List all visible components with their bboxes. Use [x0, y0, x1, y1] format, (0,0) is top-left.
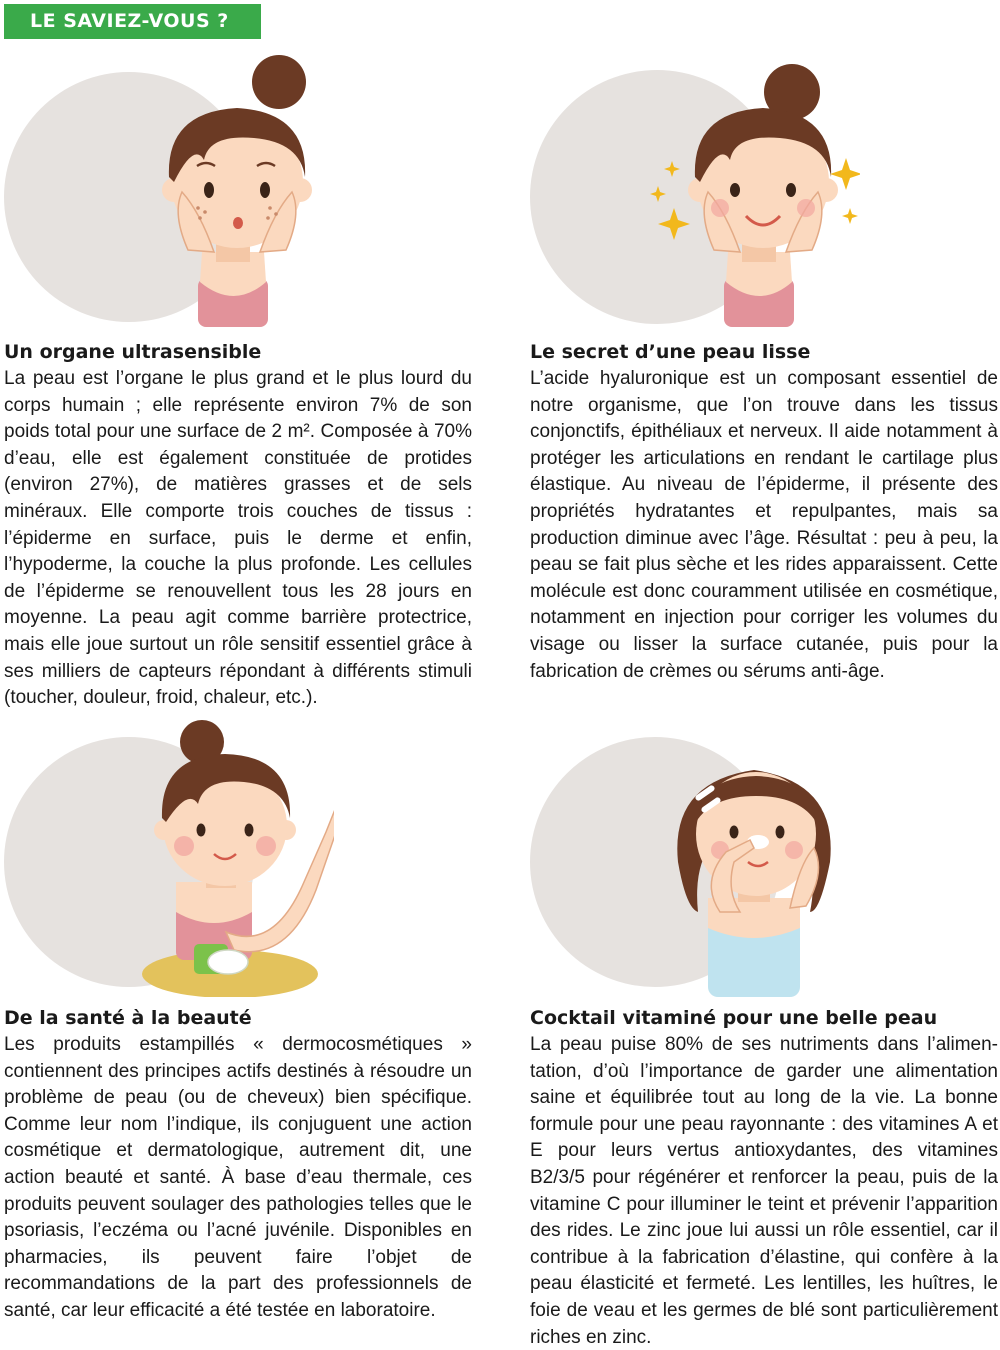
card-title: Un organe ultrasensible: [4, 341, 262, 363]
card-title: Cocktail vitaminé pour une belle peau: [530, 1007, 938, 1029]
card-smooth-skin-secret: [530, 42, 998, 692]
card-ultrasensitive-organ: [4, 42, 472, 709]
card-title: De la santé à la beauté: [4, 1007, 252, 1029]
section-badge: LE SAVIEZ-VOUS ?: [4, 4, 261, 39]
glowing-face-illustration: [530, 42, 860, 327]
card-body: Les produits estampillés « dermocosmétiques » contiennent des principes actifs destinés à résoudre un problème de peau (ou de cheveux) bien spécifique. Comme leur nom l’indique, ils conjuguent une action cosmétique et dermatologique, autrement dit, une action beauté et santé. À base d’eau thermale, ces produits peuvent soulager des pathologies telles que le psoriasis, l’eczéma ou l’acné juvénile. Disponibles en pharmacies, ils peuvent faire l’objet de recommandations de la part des professionnels de santé, car leur efficacité a été testée en laboratoire.: [4, 1034, 472, 1321]
worried-face-illustration: [4, 42, 334, 327]
card-body: La peau est l’organe le plus grand et le plus lourd du corps humain ; elle représente environ 7% de son poids total pour une surface de 2 m². Composée à 70% d’eau, elle est également constituée de protides (environ 27%), de matières grasses et de sels minéraux. Elle comporte trois couches de tissus : l’épiderme en surface, puis le derme et enfin, l’hypoderme, la couche la plus profonde. Les cellules de l’épiderme se renouvellent tous les 28 jours en moyenne. La peau agit comme barrière protectrice, mais elle joue surtout un rôle sensitif essentiel grâce à ses milliers de capteurs répondant à différents stimuli (toucher, douleur, froid, chaleur, etc.).: [4, 368, 472, 709]
card-title: Le secret d’une peau lisse: [530, 341, 811, 363]
card-body: La peau puise 80% de ses nutriments dans l’alimentation, d’où l’importance de garder une alimentation saine et équilibrée tout au long de la vie. La bonne formule pour une peau rayonnante : des vitamines A et E pour leurs vertus antioxydantes, des vitamines B2/3/5 pour régénérer et renforcer la peau, puis de la vitamine C pour illuminer le teint et prévenir l’apparition des rides. Le zinc joue lui aussi un rôle essentiel, car il contribue à la fabrication d’élastine, qui confère à la peau élasticité et fermeté. Les lentilles, les huîtres, le foie de veau et les germes de blé sont particulièrement riches en zinc.: [530, 1034, 998, 1348]
applying-cream-illustration: [4, 712, 334, 997]
card-health-to-beauty: [4, 712, 472, 1350]
card-body: L’acide hyaluronique est un composant essentiel de notre organisme, que l’on trouve dans les tissus conjonctifs, épithéliaux et nerveux. Il aide notamment à protéger les articulations en rendant le cartilage plus élastique. Au niveau de l’épiderme, il présente des propriétés hydratantes et repulpantes, mais sa production diminue avec l’âge. Résultat : peu à peu, la peau se fait plus sèche et les rides apparaissent. Cette molécule est donc couramment utilisée en cosmétique, notamment en injection pour corriger les volumes du visage ou lisser la surface cutanée, puis pour la fabrication de crèmes ou sérums anti-âge.: [530, 368, 998, 682]
card-vitamin-cocktail: [530, 712, 998, 1350]
nose-cream-illustration: [530, 712, 860, 997]
